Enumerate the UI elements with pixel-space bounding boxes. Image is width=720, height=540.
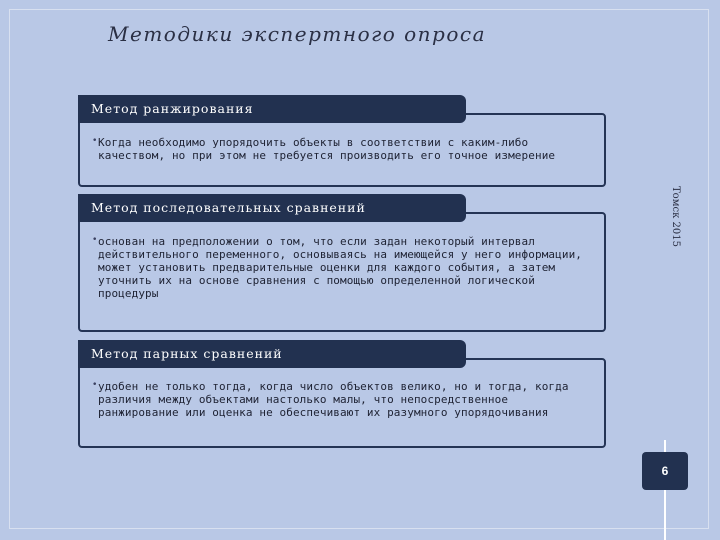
bullet-icon: • (92, 235, 98, 245)
section-heading-ranking: Метод ранжирования (78, 95, 466, 123)
section-heading-pairwise: Метод парных сравнений (78, 340, 466, 368)
section-heading-sequential: Метод последовательных сравнений (78, 194, 466, 222)
bullet-icon: • (92, 380, 98, 390)
slide-title: Методики экспертного опроса (108, 22, 486, 46)
section-text-sequential: • основан на предположении о том, что если задан некоторый интервал действительного переменного, основываясь на имеющейся у него информации, может установить предварительные оценки для каждого события, а затем уточнить их на основе сравнения с помощью определенной логической процедуры (92, 235, 583, 300)
page-number: 6 (642, 452, 688, 490)
section-text-ranking: • Когда необходимо упорядочить объекты в соответствии с каким-либо качеством, но при этом не требуется производить его точное измерение (92, 136, 556, 162)
section-text-pairwise: • удобен не только тогда, когда число объектов велико, но и тогда, когда различия между объектами настолько малы, что непосредственное ранжирование или оценка не обеспечивают их разумного упорядочивания (92, 380, 569, 419)
bullet-icon: • (92, 136, 98, 146)
side-caption (668, 186, 682, 258)
side-caption-text: Томск 2015 (670, 186, 681, 247)
